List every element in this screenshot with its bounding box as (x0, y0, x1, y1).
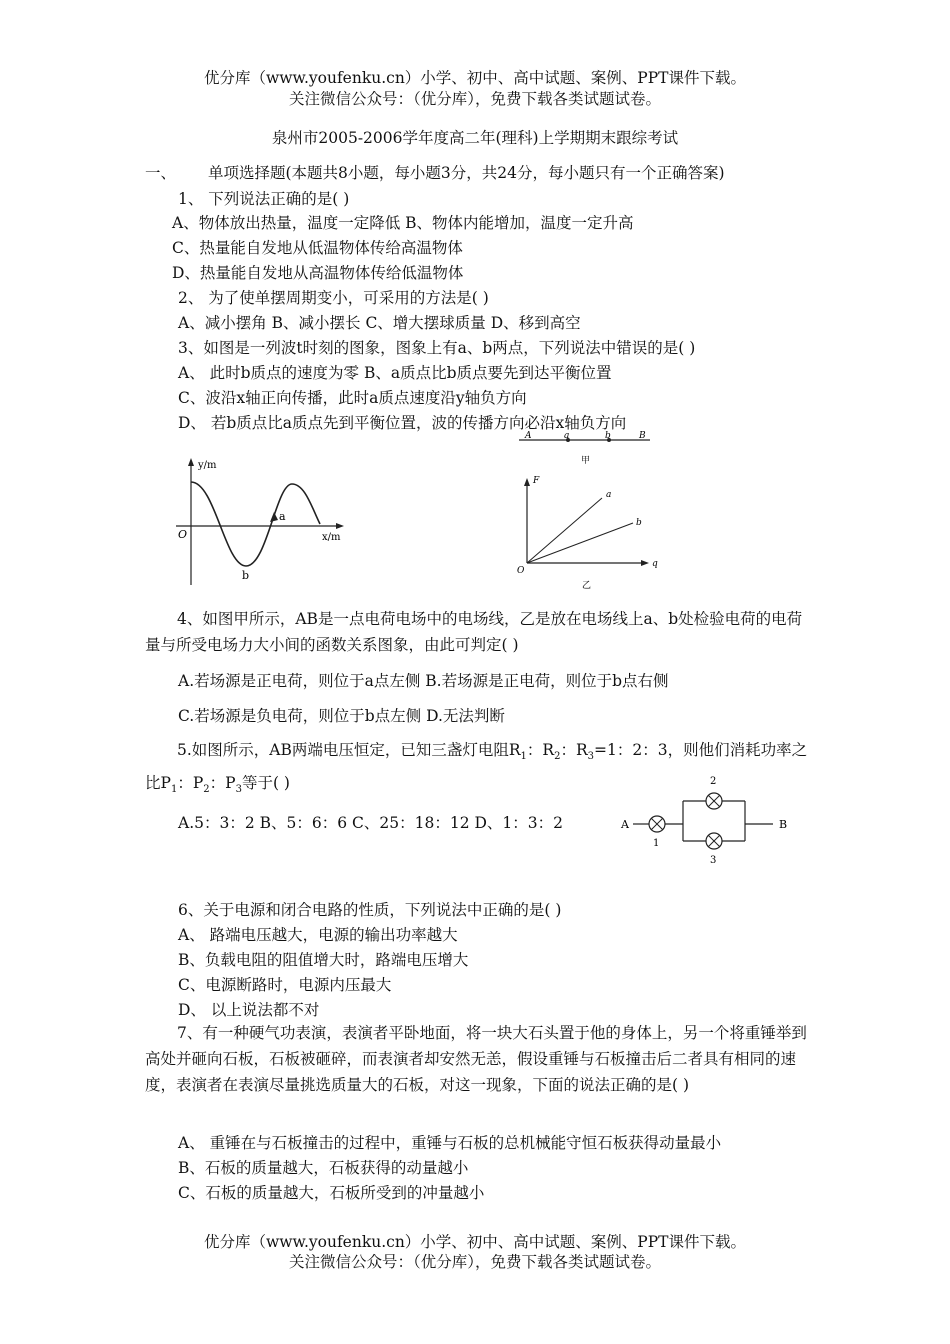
page-title: 泉州市2005-2006学年度高二年(理科)上学期期末跟综考试 (271, 129, 679, 147)
field-line-label-A: A (525, 431, 532, 441)
header-line-1: 优分库（www.youfenku.cn）小学、初中、高中试题、案例、PPT课件下载。 (203, 69, 747, 87)
circuit-terminal-B: B (779, 818, 788, 831)
field-yi-label: 乙 (582, 581, 592, 591)
q1-stem: 1、 下列说法正确的是( ) (178, 190, 350, 208)
q5-stem-mid: =1：2：3，则他们消耗功率之比P (145, 741, 808, 793)
q5-p3-sub: 3 (235, 784, 242, 796)
section-number: 一、 (145, 164, 177, 182)
q2-stem: 2、 为了使单摆周期变小，可采用的方法是( ) (178, 289, 489, 307)
q5-sep1: ：R (526, 741, 555, 759)
q5-options: A.5：3：2 B、5：6：6 C、25：18：12 D、1：3：2 (178, 814, 564, 832)
field-line-label-b: b (605, 431, 611, 441)
wave-y-arrow (188, 458, 194, 466)
q1-option-ab: A、物体放出热量，温度一定降低 B、物体内能增加，温度一定升高 (172, 214, 634, 232)
wave-point-a: a (279, 510, 286, 523)
wave-y-label: y/m (198, 460, 217, 471)
footer-line-2: 关注微信公众号：（优分库），免费下载各类试题试卷。 (288, 1253, 661, 1271)
footer-line-1: 优分库（www.youfenku.cn）小学、初中、高中试题、案例、PPT课件下载。 (203, 1233, 747, 1251)
field-f-arrow (524, 478, 530, 486)
q2-options: A、减小摆角 B、减小摆长 C、增大摆球质量 D、移到高空 (178, 314, 581, 332)
field-q-label: q (652, 559, 658, 569)
wave-point-b: b (242, 569, 250, 582)
lamp-2-icon (706, 793, 722, 809)
lamp-3-icon (706, 833, 722, 849)
q4-option-cd: C.若场源是负电荷，则位于b点左侧 D.无法判断 (178, 707, 505, 725)
field-line-a (527, 498, 602, 563)
q7-option-b: B、石板的质量越大，石板获得的动量越小 (178, 1159, 469, 1177)
section-heading: 单项选择题(本题共8小题，每小题3分，共24分，每小题只有一个正确答案) (208, 164, 725, 182)
field-line-label-a: a (564, 431, 570, 441)
q6-option-b: B、负载电阻的阻值增大时，路端电压增大 (178, 951, 469, 969)
wave-curve (191, 482, 320, 566)
lamp-1-icon (649, 816, 665, 832)
wave-direction-arrow (270, 512, 278, 522)
header-line-2: 关注微信公众号：（优分库），免费下载各类试题试卷。 (288, 90, 661, 108)
q1-option-d: D、热量能自发地从高温物体传给低温物体 (172, 264, 464, 282)
q5-psep1: ：P (177, 774, 204, 793)
q3-option-d: D、 若b质点比a质点先到平衡位置，波的传播方向必沿x轴负方向 (178, 414, 627, 432)
wave-x-label: x/m (322, 532, 341, 543)
q5-stem-prefix: 5.如图所示，AB两端电压恒定，已知三盏灯电阻R (177, 741, 521, 759)
field-q-arrow (641, 560, 649, 566)
q7-option-c: C、石板的质量越大，石板所受到的冲量越小 (178, 1184, 485, 1202)
field-origin-label: O (517, 566, 525, 576)
q1-option-c: C、热量能自发地从低温物体传给高温物体 (172, 239, 463, 257)
wave-x-arrow (336, 523, 344, 529)
q5-r2-sub: 2 (554, 751, 561, 763)
field-jia-label: 甲 (581, 456, 591, 466)
q6-stem: 6、关于电源和闭合电路的性质，下列说法中正确的是( ) (178, 901, 562, 919)
q6-option-a: A、 路端电压越大，电源的输出功率越大 (178, 926, 458, 944)
wave-origin-label: O (178, 528, 188, 541)
wave-figure (170, 450, 360, 590)
q3-stem: 3、如图是一列波t时刻的图象，图象上有a、b两点，下列说法中错误的是( ) (178, 339, 696, 357)
field-figure (505, 425, 680, 595)
q5-psep2: ：P (209, 774, 236, 793)
lamp-3-label: 3 (710, 855, 717, 866)
q4-stem: 4、如图甲所示，AB是一点电荷电场中的电场线，乙是放在电场线上a、b处检验电荷的电荷量与所受电场力大小间的函数关系图象，由此可判定( ) (145, 610, 803, 654)
lamp-1-label: 1 (653, 838, 660, 849)
field-line-b (527, 523, 633, 563)
q6-option-c: C、电源断路时，电源内压最大 (178, 976, 392, 994)
circuit-terminal-A: A (621, 818, 629, 831)
lamp-2-label: 2 (710, 776, 717, 787)
field-f-label: F (533, 476, 540, 486)
q5-stem-end: 等于( ) (241, 774, 290, 793)
q4-option-ab: A.若场源是正电荷，则位于a点左侧 B.若场源是正电荷，则位于b点右侧 (178, 672, 669, 690)
q3-option-ab: A、 此时b质点的速度为零 B、a质点比b质点要先到达平衡位置 (178, 364, 612, 382)
q7-stem: 7、有一种硬气功表演，表演者平卧地面，将一块大石头置于他的身体上，另一个将重锤举到高处并砸向石板，石板被砸碎，而表演者却安然无恙，假设重锤与石板撞击后二者具有相同的速度，表演者在表演尽量挑选质量大的石板，对这一现象，下面的说法正确的是( ) (145, 1024, 807, 1094)
q3-option-c: C、波沿x轴正向传播，此时a质点速度沿y轴负方向 (178, 389, 527, 407)
field-line-b-label: b (636, 518, 642, 528)
q5-sep2: ：R (560, 741, 588, 759)
q5-r1-sub: 1 (520, 751, 527, 763)
q5-p1-sub: 1 (170, 784, 178, 796)
q5-p2-sub: 2 (203, 784, 210, 796)
q7-option-a: A、 重锤在与石板撞击的过程中，重锤与石板的总机械能守恒石板获得动量最小 (178, 1134, 722, 1152)
q6-option-d: D、 以上说法都不对 (178, 1001, 320, 1019)
q5-r3-sub: 3 (587, 751, 595, 763)
circuit-figure (615, 770, 795, 870)
field-line-label-B: B (639, 431, 646, 441)
field-line-a-label: a (606, 490, 612, 500)
